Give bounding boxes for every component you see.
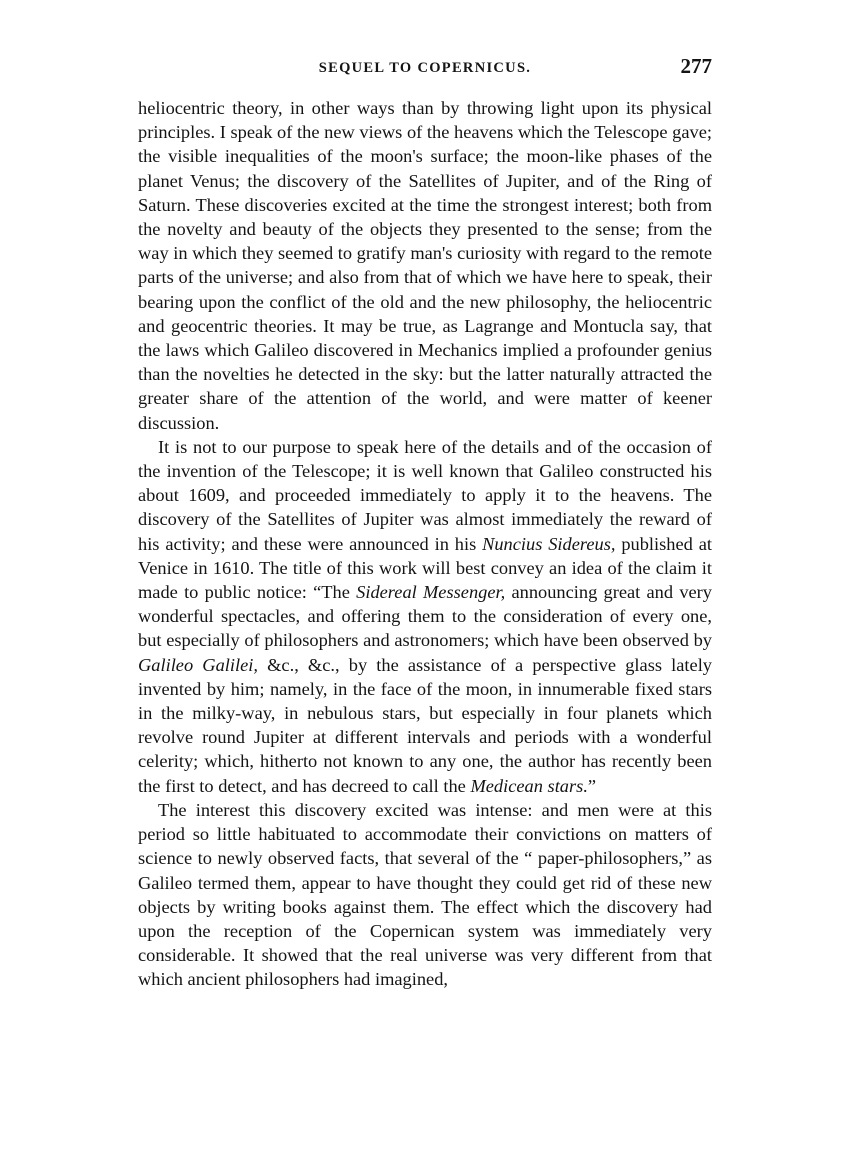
text-run: It is not to our purpose to speak here of the details and of the occasion of the invention of the Telescope; it is well known that Galileo constructed his about 1609, and proceeded immediately to apply it to the heavens. The discovery of the Satellites of Jupiter was almost immediately the reward of his activity; and these were announced in his: [138, 436, 712, 554]
paragraph: [138, 798, 712, 992]
text-run: &c., &c., by the assistance of a perspective glass lately invented by him; namely, in the face of the moon, in innumerable fixed stars in the milky-way, in nebulous stars, but especially in four planets which revolve round Jupiter at different intervals and periods with a wonderful celerity; which, hitherto not known to any one, the author has recently been the first to detect, and has decreed to call the: [138, 654, 712, 796]
italic-text: Nuncius Sidereus,: [482, 533, 616, 554]
running-title: SEQUEL TO COPERNICUS.: [318, 60, 532, 76]
italic-text: Medicean stars.: [470, 775, 588, 796]
page-number: 277: [680, 54, 712, 78]
text-run: The interest this discovery excited was intense: and men were at this period so little habituated to accommodate their convictions on matters of science to newly observed facts, that several of the “ paper-philosophers,” as Galileo termed them, appear to have thought they could get rid of these new objects by writing books against them. The effect which the discovery had upon the reception of the Copernican system was immediately very considerable. It showed that the real universe was very different from that which ancient philosophers had imagined,: [138, 799, 712, 990]
book-page: [138, 50, 712, 992]
body-text: [138, 96, 712, 992]
italic-text: Galileo Galilei,: [138, 654, 258, 675]
paragraph: [138, 435, 712, 798]
text-run: heliocentric theory, in other ways than by throwing light upon its physical principles. I speak of the new views of the heavens which the Telescope gave; the visible inequalities of the moon's surface; the moon-like phases of the planet Venus; the discovery of the Satellites of Jupiter, and of the Ring of Saturn. These discoveries excited at the time the strongest interest; both from the novelty and beauty of the objects they presented to the sense; from the way in which they seemed to gratify man's curiosity with regard to the remote parts of the universe; and also from that of which we have here to speak, their bearing upon the conflict of the old and the new philosophy, the heliocentric and geocentric theories. It may be true, as Lagrange and Montucla say, that the laws which Galileo discovered in Mechanics implied a profounder genius than the novelties he detected in the sky: but the latter naturally attracted the greater share of the attention of the world, and were matter of keener discussion.: [138, 98, 712, 433]
paragraph: [138, 96, 712, 435]
text-run: announcing great and very wonderful spectacles, and offering them to the consideration of every one, but especially of philosophers and astronomers; which have been observed by: [138, 582, 712, 651]
text-run: published at Venice in 1610. The title of this work will best convey an idea of the claim it made to public notice: “The: [138, 533, 712, 603]
text-run: ”: [587, 775, 597, 796]
italic-text: Sidereal Messenger,: [356, 582, 506, 603]
running-head: [138, 50, 712, 84]
